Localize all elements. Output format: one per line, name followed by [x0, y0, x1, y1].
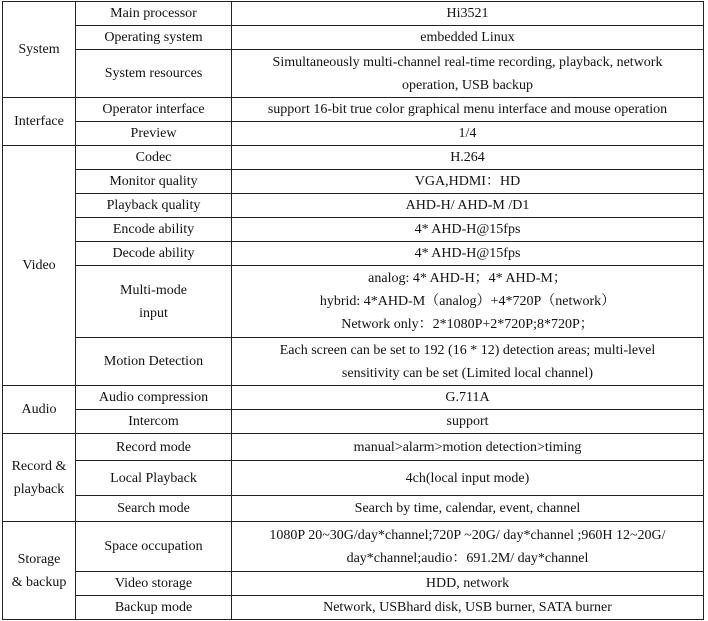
row-label: Playback quality [76, 194, 232, 218]
table-row [3, 242, 704, 266]
row-label: Video storage [76, 572, 232, 596]
table-row [3, 50, 704, 98]
row-value: Network, USBhard disk, USB burner, SATA burner [232, 596, 704, 620]
table-row [3, 194, 704, 218]
table-row [3, 98, 704, 122]
group-line: playback [13, 481, 65, 497]
value-line: Each screen can be set to 192 (16 * 12) detection areas; multi-level [279, 342, 656, 358]
row-value: H.264 [232, 146, 704, 170]
value-line: Simultaneously multi-channel real-time recording, playback, network [272, 54, 663, 70]
row-label: Operator interface [76, 98, 232, 122]
row-label: Operating system [76, 26, 232, 50]
row-value [232, 50, 704, 98]
row-value [232, 338, 704, 386]
row-label: Backup mode [76, 596, 232, 620]
row-label: Codec [76, 146, 232, 170]
table-row [3, 410, 704, 434]
table-row [3, 496, 704, 522]
value-line: Network only：2*1080P+2*720P;8*720P； [341, 317, 594, 332]
row-value: VGA,HDMI：HD [232, 170, 704, 194]
row-value: support 16-bit true color graphical menu interface and mouse operation [232, 98, 704, 122]
group-audio: Audio [3, 386, 76, 434]
table-row [3, 266, 704, 338]
table-row [3, 146, 704, 170]
label-line: Multi-mode [120, 282, 187, 298]
row-label: Motion Detection [76, 338, 232, 386]
value-line: hybrid: 4*AHD-M（analog）+4*720P（network） [319, 294, 616, 309]
table-row [3, 170, 704, 194]
table-row [3, 461, 704, 496]
value-line: sensitivity can be set (Limited local channel) [341, 365, 594, 381]
row-value: support [232, 410, 704, 434]
table-row [3, 338, 704, 386]
value-line: operation, USB backup [401, 77, 534, 93]
value-line: day*channel;audio：691.2M/ day*channel [346, 550, 589, 566]
row-value: manual>alarm>motion detection>timing [232, 434, 704, 461]
label-line: input [139, 305, 168, 321]
row-label: Monitor quality [76, 170, 232, 194]
row-label: Space occupation [76, 522, 232, 572]
group-record-playback [3, 434, 76, 522]
row-label: Decode ability [76, 242, 232, 266]
row-value: HDD, network [232, 572, 704, 596]
row-value: Hi3521 [232, 2, 704, 26]
row-label [76, 266, 232, 338]
table-row [3, 122, 704, 146]
row-value: G.711A [232, 386, 704, 410]
row-label: Main processor [76, 2, 232, 26]
table-row [3, 596, 704, 620]
group-line: Storage [17, 551, 61, 567]
group-interface: Interface [3, 98, 76, 146]
spec-table [2, 1, 704, 620]
table-row [3, 218, 704, 242]
row-value: 4* AHD-H@15fps [232, 242, 704, 266]
table-row [3, 26, 704, 50]
table-row [3, 386, 704, 410]
table-row [3, 434, 704, 461]
group-system: System [3, 2, 76, 98]
group-line: Record & [11, 458, 67, 474]
row-label: Search mode [76, 496, 232, 522]
row-label: Record mode [76, 434, 232, 461]
table-row [3, 2, 704, 26]
row-label: Intercom [76, 410, 232, 434]
group-video: Video [3, 146, 76, 386]
row-value: 4ch(local input mode) [232, 461, 704, 496]
row-value: Search by time, calendar, event, channel [232, 496, 704, 522]
row-value [232, 266, 704, 338]
row-value [232, 522, 704, 572]
row-label: Audio compression [76, 386, 232, 410]
row-value: 1/4 [232, 122, 704, 146]
row-label: Local Playback [76, 461, 232, 496]
value-line: 1080P 20~30G/day*channel;720P ~20G/ day*channel ;960H 12~20G/ [269, 527, 666, 543]
row-label: Preview [76, 122, 232, 146]
row-value: 4* AHD-H@15fps [232, 218, 704, 242]
row-label: Encode ability [76, 218, 232, 242]
table-row [3, 572, 704, 596]
row-value: embedded Linux [232, 26, 704, 50]
row-value: AHD-H/ AHD-M /D1 [232, 194, 704, 218]
group-storage-backup [3, 522, 76, 620]
group-line: & backup [11, 574, 67, 590]
row-label: System resources [76, 50, 232, 98]
table-row [3, 522, 704, 572]
value-line: analog: 4* AHD-H；4* AHD-M； [368, 271, 567, 286]
